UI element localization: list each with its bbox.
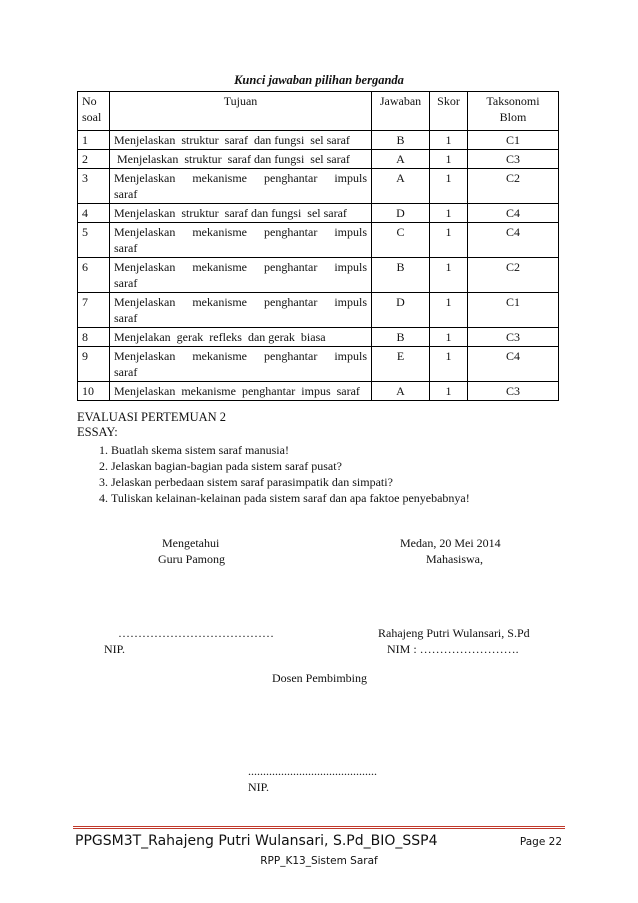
- cell-jawaban: B: [372, 258, 430, 293]
- sig-left-dots: …………………………………: [118, 626, 274, 640]
- tujuan-line: Menjelaskan mekanisme penghantar impus saraf: [114, 384, 360, 398]
- tujuan-word: mekanisme: [192, 295, 247, 309]
- header-no-soal: No soal: [78, 92, 110, 131]
- cell-no: 3: [78, 169, 110, 204]
- cell-tujuan: [110, 150, 372, 169]
- cell-taksonomi: C4: [468, 204, 559, 223]
- essay-label: ESSAY:: [77, 425, 118, 439]
- tujuan-line: [114, 348, 367, 364]
- cell-skor: 1: [430, 258, 468, 293]
- tujuan-line-continued: saraf: [114, 365, 138, 379]
- tujuan-line: Menjelaskan struktur saraf dan fungsi sel saraf: [114, 152, 350, 166]
- tujuan-line-continued: saraf: [114, 187, 138, 201]
- tujuan-word: mekanisme: [192, 171, 247, 185]
- tujuan-word: Menjelaskan: [114, 171, 176, 185]
- cell-tujuan: [110, 131, 372, 150]
- cell-tujuan: [110, 223, 372, 258]
- cell-skor: 1: [430, 150, 468, 169]
- cell-no: 4: [78, 204, 110, 223]
- table-row: [78, 131, 559, 150]
- sig-right-name: Rahajeng Putri Wulansari, S.Pd: [378, 626, 530, 640]
- sig-left-role: Guru Pamong: [158, 552, 225, 566]
- tujuan-word: impuls: [334, 295, 367, 309]
- cell-skor: 1: [430, 204, 468, 223]
- cell-skor: 1: [430, 382, 468, 401]
- cell-taksonomi: C1: [468, 293, 559, 328]
- sig-center-role: Dosen Pembimbing: [272, 671, 367, 685]
- tujuan-line-continued: saraf: [114, 311, 138, 325]
- tujuan-word: penghantar: [264, 171, 318, 185]
- cell-no: 7: [78, 293, 110, 328]
- tujuan-word: Menjelaskan: [114, 295, 176, 309]
- evaluasi-heading: EVALUASI PERTEMUAN 2: [77, 410, 227, 424]
- tujuan-word: Menjelaskan: [114, 349, 176, 363]
- cell-no: 2: [78, 150, 110, 169]
- list-item: 4. Tuliskan kelainan-kelainan pada sistem saraf dan apa faktoe penyebabnya!: [111, 490, 470, 506]
- sig-left-nip: NIP.: [104, 642, 126, 656]
- cell-taksonomi: C3: [468, 328, 559, 347]
- header-tujuan: Tujuan: [110, 92, 372, 131]
- sig-left-title: Mengetahui: [162, 536, 220, 550]
- tujuan-word: impuls: [334, 349, 367, 363]
- sig-center-nip: NIP.: [248, 780, 270, 794]
- tujuan-word: Menjelaskan: [114, 260, 176, 274]
- tujuan-line-continued: saraf: [114, 276, 138, 290]
- tujuan-word: penghantar: [264, 260, 318, 274]
- tujuan-line-continued: saraf: [114, 241, 138, 255]
- tujuan-line: [114, 294, 367, 310]
- cell-no: 8: [78, 328, 110, 347]
- tujuan-line: [114, 224, 367, 240]
- list-item: 1. Buatlah skema sistem saraf manusia!: [111, 442, 470, 458]
- tujuan-word: mekanisme: [192, 225, 247, 239]
- essay-list: [89, 442, 470, 506]
- cell-tujuan: [110, 328, 372, 347]
- cell-skor: 1: [430, 169, 468, 204]
- cell-jawaban: D: [372, 204, 430, 223]
- tujuan-word: penghantar: [264, 349, 318, 363]
- sig-right-nim: NIM : …………………….: [387, 642, 519, 656]
- sig-right-role: Mahasiswa,: [426, 552, 483, 566]
- cell-jawaban: B: [372, 328, 430, 347]
- table-title: Kunci jawaban pilihan berganda: [234, 73, 404, 87]
- tujuan-line: Menjelakan gerak refleks dan gerak biasa: [114, 330, 326, 344]
- tujuan-word: penghantar: [264, 225, 318, 239]
- cell-jawaban: A: [372, 150, 430, 169]
- cell-no: 1: [78, 131, 110, 150]
- cell-jawaban: E: [372, 347, 430, 382]
- cell-taksonomi: C2: [468, 258, 559, 293]
- cell-taksonomi: C1: [468, 131, 559, 150]
- cell-taksonomi: C2: [468, 169, 559, 204]
- cell-no: 10: [78, 382, 110, 401]
- cell-taksonomi: C4: [468, 223, 559, 258]
- header-taksonomi: Taksonomi Blom: [468, 92, 559, 131]
- header-jawaban: Jawaban: [372, 92, 430, 131]
- tujuan-word: penghantar: [264, 295, 318, 309]
- tujuan-word: Menjelaskan: [114, 225, 176, 239]
- list-item: 3. Jelaskan perbedaan sistem saraf parasimpatik dan simpati?: [111, 474, 470, 490]
- page-number: Page 22: [519, 836, 562, 848]
- footer-title: PPGSM3T_Rahajeng Putri Wulansari, S.Pd_BIO_SSP4: [75, 833, 438, 849]
- tujuan-line: Menjelaskan struktur saraf dan fungsi sel saraf: [114, 206, 347, 220]
- cell-tujuan: [110, 258, 372, 293]
- cell-skor: 1: [430, 347, 468, 382]
- answer-key-table: [77, 91, 559, 401]
- table-row: [78, 204, 559, 223]
- cell-tujuan: [110, 293, 372, 328]
- tujuan-word: mekanisme: [192, 260, 247, 274]
- cell-tujuan: [110, 204, 372, 223]
- tujuan-line: [114, 259, 367, 275]
- table-row: [78, 223, 559, 258]
- sig-center-dots: ...........................................: [248, 764, 377, 778]
- table-row: [78, 347, 559, 382]
- cell-jawaban: B: [372, 131, 430, 150]
- tujuan-line: [114, 170, 367, 186]
- list-item: 2. Jelaskan bagian-bagian pada sistem saraf pusat?: [111, 458, 470, 474]
- cell-no: 5: [78, 223, 110, 258]
- cell-jawaban: A: [372, 382, 430, 401]
- footer-subtitle: RPP_K13_Sistem Saraf: [260, 855, 378, 867]
- table-row: [78, 150, 559, 169]
- table-header-row: [78, 92, 559, 131]
- tujuan-line: Menjelaskan struktur saraf dan fungsi sel saraf: [114, 133, 350, 147]
- table-row: [78, 169, 559, 204]
- cell-tujuan: [110, 347, 372, 382]
- tujuan-word: impuls: [334, 260, 367, 274]
- cell-skor: 1: [430, 131, 468, 150]
- cell-skor: 1: [430, 328, 468, 347]
- cell-no: 6: [78, 258, 110, 293]
- sig-right-place-date: Medan, 20 Mei 2014: [400, 536, 501, 550]
- cell-no: 9: [78, 347, 110, 382]
- table-row: [78, 293, 559, 328]
- table-row: [78, 382, 559, 401]
- cell-jawaban: C: [372, 223, 430, 258]
- cell-taksonomi: C3: [468, 382, 559, 401]
- tujuan-word: impuls: [334, 225, 367, 239]
- cell-tujuan: [110, 382, 372, 401]
- tujuan-word: impuls: [334, 171, 367, 185]
- table-row: [78, 328, 559, 347]
- cell-skor: 1: [430, 223, 468, 258]
- cell-taksonomi: C3: [468, 150, 559, 169]
- cell-skor: 1: [430, 293, 468, 328]
- footer-divider: [73, 826, 565, 829]
- cell-jawaban: D: [372, 293, 430, 328]
- table-row: [78, 258, 559, 293]
- cell-taksonomi: C4: [468, 347, 559, 382]
- header-skor: Skor: [430, 92, 468, 131]
- tujuan-word: mekanisme: [192, 349, 247, 363]
- cell-tujuan: [110, 169, 372, 204]
- cell-jawaban: A: [372, 169, 430, 204]
